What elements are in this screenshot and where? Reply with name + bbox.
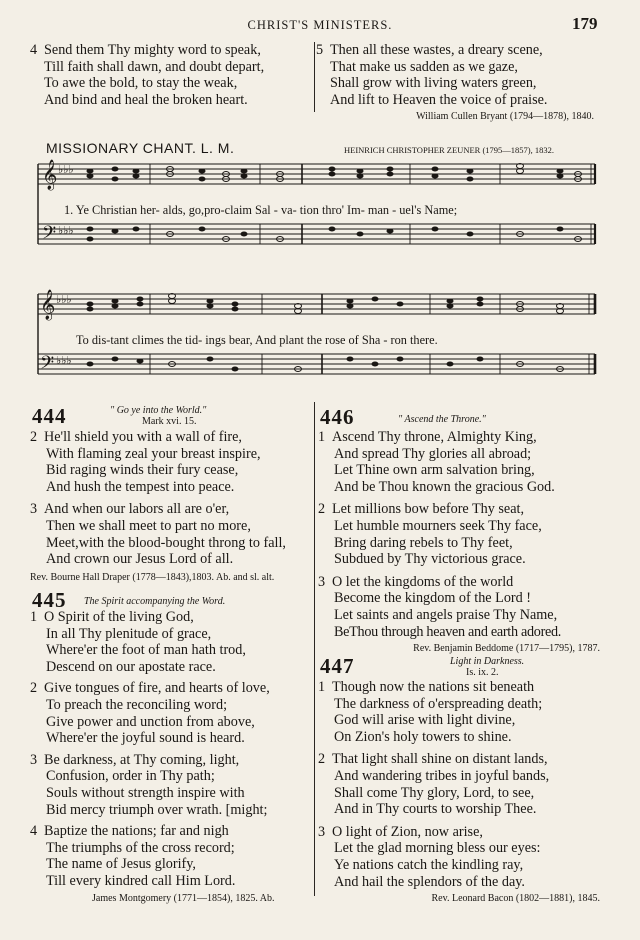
top-right-verse xyxy=(316,42,594,122)
svg-text:𝄢: 𝄢 xyxy=(42,223,57,248)
verse-line: To awe the bold, to stay the weak, xyxy=(44,75,238,92)
verse-line: Then we shall meet to part no more, xyxy=(46,517,251,534)
verse-line: Till every kindred call Him Lord. xyxy=(46,872,236,889)
verse-line: And in Thy courts to worship Thee. xyxy=(334,801,537,818)
svg-text:𝄞: 𝄞 xyxy=(42,160,58,190)
verse-line: O let the kingdoms of the world xyxy=(332,573,514,590)
verse-line: That make us sadden as we gaze, xyxy=(330,58,518,75)
verse-line: Where'er the foot of man hath trod, xyxy=(46,642,246,659)
hymn-title: Light in Darkness. xyxy=(450,656,525,667)
verse-number: 1 xyxy=(318,429,326,445)
verse-number: 5 xyxy=(316,42,324,58)
verse-line: Ye nations catch the kindling ray, xyxy=(334,856,524,873)
verse-line: Shall come Thy glory, Lord, to see, xyxy=(334,784,535,801)
verse-line: Where'er the joyful sound is heard. xyxy=(46,730,245,747)
verse-line: Though now the nations sit beneath xyxy=(332,679,535,695)
hymn-title: " Ascend the Throne." xyxy=(398,414,486,425)
verse-line: With flaming zeal your breast inspire, xyxy=(46,445,261,462)
svg-text:♭♭♭: ♭♭♭ xyxy=(58,225,74,237)
svg-text:♭♭♭: ♭♭♭ xyxy=(56,294,72,306)
verse-number: 3 xyxy=(30,501,38,518)
verse-number: 2 xyxy=(318,501,326,518)
verse-line: Let millions bow before Thy seat, xyxy=(332,501,525,518)
verse-line: And lift to Heaven the voice of praise. xyxy=(330,91,548,108)
verse-number: 2 xyxy=(30,429,38,445)
author-credit: William Cullen Bryant (1794—1878), 1840. xyxy=(416,111,594,123)
verse-line: Subdued by Thy victorious grace. xyxy=(334,551,526,568)
verse-line: And when our labors all are o'er, xyxy=(44,501,230,518)
verse-line: On Zion's holy towers to shine. xyxy=(334,728,512,745)
verse-line: Baptize the nations; far and nigh xyxy=(44,823,229,840)
verse-line: Descend on our apostate race. xyxy=(46,658,216,675)
verse-number: 4 xyxy=(30,42,38,58)
verse-line: And hush the tempest into peace. xyxy=(46,478,235,495)
verse-number: 3 xyxy=(318,823,326,840)
verse-line: Let Thine own arm salvation bring, xyxy=(334,462,535,479)
verse-line: O Spirit of the living God, xyxy=(44,609,194,625)
verse-line: Let saints and angels praise Thy Name, xyxy=(334,606,558,623)
verse-line: Till faith shall dawn, and doubt depart, xyxy=(44,58,265,75)
verse-number: 3 xyxy=(30,751,38,768)
verse-line: The name of Jesus glorify, xyxy=(46,856,196,873)
hymn-445-verses xyxy=(30,609,275,904)
svg-text:𝄞: 𝄞 xyxy=(40,290,56,320)
verse-line: That light shall shine on distant lands, xyxy=(332,751,548,768)
verse-line: Send them Thy mighty word to speak, xyxy=(44,42,261,58)
verse-number: 2 xyxy=(30,680,38,697)
verse-line: He'll shield you with a wall of fire, xyxy=(44,429,242,445)
verse-line: Meet,with the blood-bought throng to fall, xyxy=(46,534,286,551)
scripture-ref: Is. ix. 2. xyxy=(466,667,499,678)
running-header: CHRIST'S MINISTERS. xyxy=(247,18,393,32)
verse-line: Let the glad morning bless our eyes: xyxy=(334,840,541,857)
verse-line: And be Thou known the gracious God. xyxy=(334,478,555,495)
verse-line: Shall grow with living waters green, xyxy=(330,75,537,92)
verse-line: And hail the splendors of the day. xyxy=(334,873,525,890)
hymn-444-verses xyxy=(30,429,286,583)
scripture-ref: Mark xvi. 15. xyxy=(142,416,197,427)
verse-number: 2 xyxy=(318,751,326,768)
verse-line: In all Thy plenitude of grace, xyxy=(46,625,212,642)
hymn-number: 445 xyxy=(32,588,67,612)
tune-title: MISSIONARY CHANT. L. M. xyxy=(46,140,235,156)
verse-line: To preach the reconciling word; xyxy=(46,696,228,713)
author-credit: Rev. Benjamin Beddome (1717—1795), 1787. xyxy=(413,643,600,655)
verse-number: 3 xyxy=(318,573,326,590)
page-number: 179 xyxy=(572,14,598,33)
svg-text:𝄢: 𝄢 xyxy=(40,353,55,378)
author-credit: Rev. Bourne Hall Draper (1778—1843),1803. Ab. and sl. alt. xyxy=(30,571,275,583)
verse-line: And spread Thy glories all abroad; xyxy=(334,445,532,462)
hymn-number: 447 xyxy=(320,654,355,678)
verse-line: The darkness of o'erspreading death; xyxy=(334,695,543,712)
composer-credit: HEINRICH CHRISTOPHER ZEUNER (1795—1857), 1832. xyxy=(344,145,554,155)
verse-line: Be darkness, at Thy coming, light, xyxy=(44,751,240,768)
hymn-446-verses xyxy=(318,429,600,654)
verse-line: Let humble mourners seek Thy face, xyxy=(334,517,542,534)
verse-line: God will arise with light divine, xyxy=(334,712,516,729)
verse-line: Bid mercy triumph over wrath. [might; xyxy=(46,801,268,818)
verse-line: And crown our Jesus Lord of all. xyxy=(46,551,234,568)
verse-line: Ascend Thy throne, Almighty King, xyxy=(332,429,537,445)
hymn-number: 444 xyxy=(32,404,67,428)
verse-line: Bid raging winds their fury cease, xyxy=(46,462,239,479)
hymn-title: " Go ye into the World." xyxy=(110,405,207,416)
top-left-verse xyxy=(30,42,264,108)
verse-line: The triumphs of the cross record; xyxy=(46,839,235,856)
verse-number: 1 xyxy=(318,679,326,695)
hymn-447-verses xyxy=(318,679,600,904)
hymn-title: The Spirit accompanying the Word. xyxy=(84,596,226,607)
verse-line: O light of Zion, now arise, xyxy=(332,823,483,840)
author-credit: James Montgomery (1771—1854), 1825. Ab. xyxy=(92,892,275,904)
author-credit: Rev. Leonard Bacon (1802—1881), 1845. xyxy=(431,893,600,905)
verse-line: And wandering tribes in joyful bands, xyxy=(334,767,550,784)
verse-line: Confusion, order in Thy path; xyxy=(46,768,215,785)
hymn-number: 446 xyxy=(320,405,355,429)
svg-text:♭♭♭: ♭♭♭ xyxy=(56,355,72,367)
verse-line: Then all these wastes, a dreary scene, xyxy=(330,42,543,58)
column-divider xyxy=(314,42,315,112)
verse-line: Bring daring rebels to Thy feet, xyxy=(334,534,513,551)
verse-line: Give power and unction from above, xyxy=(46,713,255,730)
verse-number: 4 xyxy=(30,823,38,840)
verse-line: Become the kingdom of the Lord ! xyxy=(334,590,531,607)
svg-text:♭♭♭: ♭♭♭ xyxy=(58,164,74,176)
verse-number: 1 xyxy=(30,609,38,625)
lyrics-line-1: 1. Ye Christian her- alds, go,pro-claim Sal - va- tion thro' Im- man - uel's Name; xyxy=(64,203,458,217)
verse-line: Give tongues of fire, and hearts of love, xyxy=(44,680,270,697)
verse-line: And bind and heal the broken heart. xyxy=(44,91,248,108)
column-divider xyxy=(314,402,315,896)
verse-line: BeThou through heaven and earth adored. xyxy=(334,623,562,640)
lyrics-line-2: To dis-tant climes the tid- ings bear, And plant the rose of Sha - ron there. xyxy=(76,333,438,347)
verse-line: Souls without strength inspire with xyxy=(46,784,245,801)
